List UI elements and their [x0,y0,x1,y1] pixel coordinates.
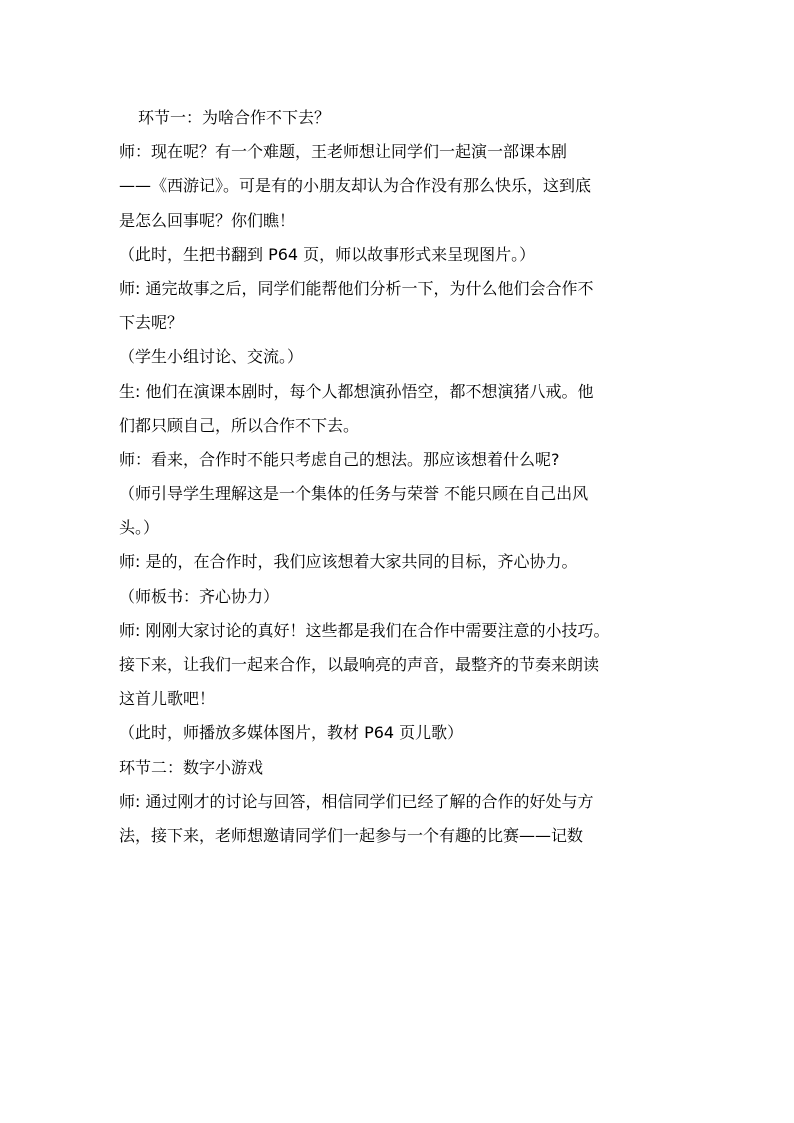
text-line: （师引导学生理解这是一个集体的任务与荣誉 不能只顾在自己出风 [119,484,589,504]
text-line: （学生小组讨论、交流。） [119,347,304,367]
text-line: （师板书：齐心协力） [119,586,280,606]
text-line: 师: 是的，在合作时，我们应该想着大家共同的目标，齐心协力。 [119,552,578,572]
text-line: （此时，生把书翻到 P64 页，师以故事形式来呈现图片。） [119,244,536,264]
document-body [119,101,684,853]
text-line: 接下来，让我们一起来合作，以最响亮的声音，最整齐的节奏来朗读 [119,655,600,674]
text-line: 师：看来，合作时不能只考虑自己的想法。那应该想着什么呢? [119,449,560,469]
text-line: ——《西游记》。可是有的小朋友却认为合作没有那么快乐，这到底 [119,176,592,196]
text-line: 生: 他们在演课本剧时，每个人都想演孙悟空，都不想演猪八戒。他 [119,381,594,401]
text-line: 法，接下来，老师想邀请同学们一起参与一个有趣的比赛——记数 [119,825,584,845]
text-line: 师: 通完故事之后，同学们能帮他们分析一下，为什么他们会合作不 [119,278,594,298]
text-line: 下去呢？ [119,313,184,333]
text-line: 们都只顾自己，所以合作不下去。 [119,415,360,435]
text-line: 师：现在呢？有一个难题，王老师想让同学们一起演一部课本剧 [119,142,568,162]
text-line: （此时，师播放多媒体图片，教材 P64 页儿歌） [119,723,464,743]
text-line: 这首儿歌吧！ [119,689,216,709]
text-line: 师: 刚刚大家讨论的真好！这些都是我们在合作中需要注意的小技巧。 [119,620,610,640]
section-heading-2: 环节二：数字小游戏 [119,757,264,777]
text-line: 是怎么回事呢？你们瞧！ [119,210,296,230]
text-line: 头。） [119,518,160,538]
text-line: 师: 通过刚才的讨论与回答，相信同学们已经了解的合作的好处与方 [119,791,594,811]
section-heading-1: 环节一：为啥合作不下去？ [138,108,331,127]
